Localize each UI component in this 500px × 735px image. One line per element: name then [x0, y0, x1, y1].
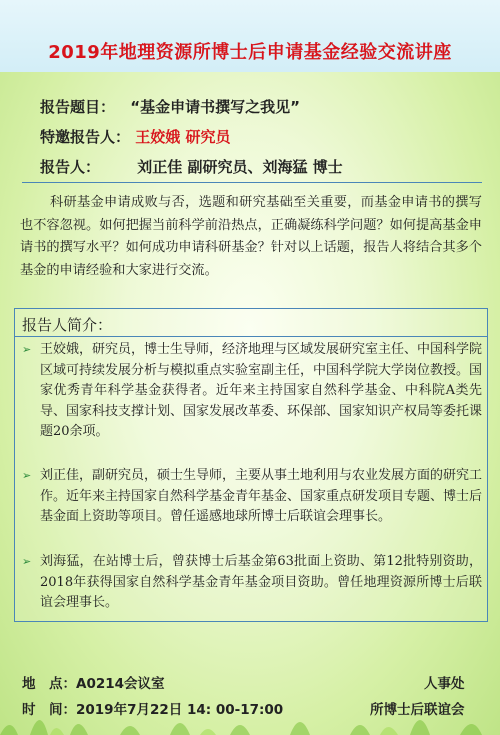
page-title: 2019年地理资源所博士后申请基金经验交流讲座 [48, 42, 452, 63]
bio-item [22, 340, 482, 443]
invited-label: 特邀报告人： [40, 128, 131, 146]
organizer-hr: 人事处 [424, 676, 465, 692]
bio-item [22, 466, 482, 528]
speakers-row [40, 156, 343, 177]
speakers-label: 报告人： [40, 158, 101, 176]
time-line: 时 间：2019年7月22日 14: 00-17:00 [22, 702, 284, 718]
place-line: 地 点：A0214会议室 [22, 676, 165, 692]
topic-value: “基金申请书撰写之我见” [130, 98, 300, 116]
topic-label: 报告题目： [40, 98, 116, 116]
arrow-bullet-icon: ➢ [22, 469, 32, 482]
bio-item [22, 552, 482, 614]
grass-decoration [0, 675, 500, 735]
bio-title: 报告人简介： [22, 316, 113, 334]
topic-row [40, 96, 300, 117]
organizer-association: 所博士后联谊会 [370, 702, 465, 718]
divider-top [22, 182, 482, 183]
arrow-bullet-icon: ➢ [22, 343, 32, 356]
intro-paragraph: 科研基金申请成败与否，选题和研究基础至关重要，而基金申请书的撰写也不容忽视。如何把握当前科学前沿热点，正确凝练科学问题？如何提高基金申请书的撰写水平？如何成功申请科研基金？针对以上话题，报告人将结合其多个基金的申请经验和大家进行交流。 [20, 195, 482, 278]
speakers-value: 刘正佳 副研究员、刘海猛 博士 [137, 158, 343, 176]
invited-row [40, 126, 230, 147]
bio-item-text: 刘海猛，在站博士后，曾获博士后基金第63批面上资助、第12批特别资助，2018年获得国家自然科学基金青年基金项目资助。曾任地理资源所博士后联谊会理事长。 [40, 554, 482, 611]
arrow-bullet-icon: ➢ [22, 555, 32, 568]
invited-value: 王姣娥 研究员 [135, 128, 231, 146]
bio-item-text: 王姣娥，研究员，博士生导师，经济地理与区域发展研究室主任、中国科学院区域可持续发展分析与模拟重点实验室副主任，中国科学院大学岗位教授。国家优秀青年科学基金获得者。近年来主持国家自然科学基金、中科院A类先导、国家科技支撑计划、国家发展改革委、环保部、国家知识产权局等委托课题20余项。 [40, 342, 483, 440]
bio-divider [14, 336, 488, 337]
bio-item-text: 刘正佳，副研究员，硕士生导师，主要从事土地利用与农业发展方面的研究工作。近年来主持国家自然科学基金青年基金、国家重点研发项目专题、博士后基金面上资助等项目。曾任遥感地球所博士后联谊会理事长。 [40, 468, 483, 525]
